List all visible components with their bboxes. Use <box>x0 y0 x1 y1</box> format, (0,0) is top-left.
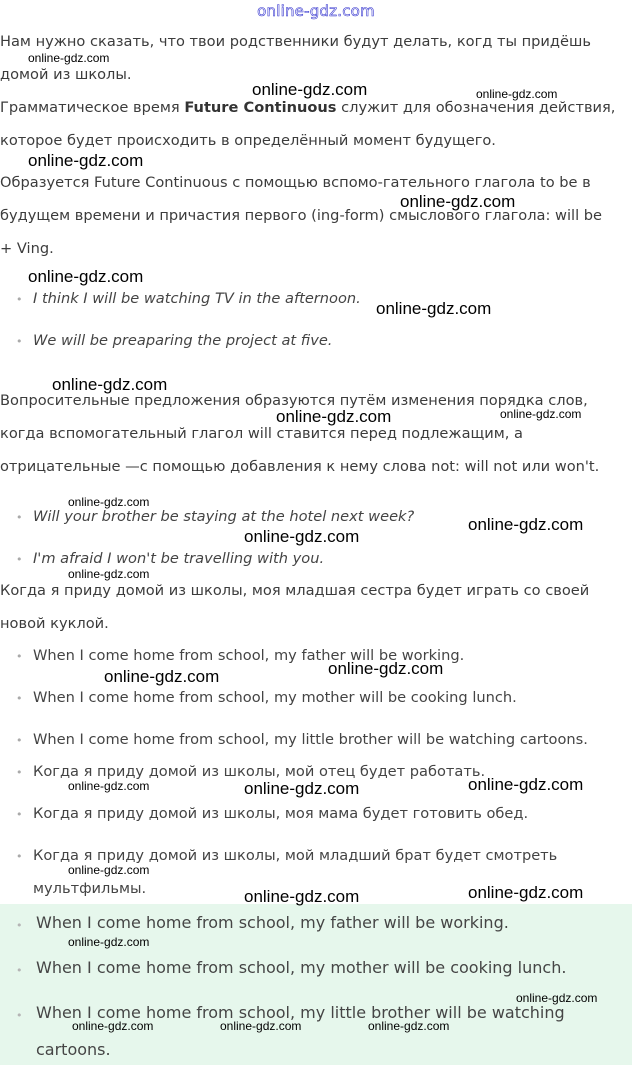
bullet-icon: • <box>16 919 23 932</box>
watermark: online-gdz.com <box>28 267 144 286</box>
bullet-icon: • <box>16 850 23 863</box>
watermark: online-gdz.com <box>72 1019 154 1033</box>
bullet-icon: • <box>16 650 23 663</box>
list-item: Когда я приду домой из школы, моя мама будет готовить обед. <box>33 805 529 822</box>
watermark: online-gdz.com <box>52 375 168 394</box>
watermark: online-gdz.com <box>468 883 584 902</box>
intro-line-1: Нам нужно сказать, что твои родственники будут делать, когд ты придёшь <box>0 33 591 50</box>
watermark: online-gdz.com <box>104 667 220 686</box>
bullet-icon: • <box>16 511 23 524</box>
list-item: We will be preaparing the project at five. <box>33 332 333 349</box>
watermark: online-gdz.com <box>68 779 150 793</box>
watermark: online-gdz.com <box>276 407 392 426</box>
grammar-line-5: + Ving. <box>0 240 54 257</box>
grammar-term: Future Continuous <box>184 99 337 116</box>
watermark: online-gdz.com <box>68 567 150 581</box>
questions-line-3: отрицательные —с помощью добавления к нему слова not: will not или won't. <box>0 458 600 475</box>
bullet-icon: • <box>16 293 23 306</box>
watermark: online-gdz.com <box>476 87 558 101</box>
grammar-line-3: Образуется Future Continuous с помощью вспомо-гательного глагола to be в <box>0 174 591 191</box>
watermark: online-gdz.com <box>400 192 516 211</box>
grammar-line-4: будущем времени и причастия первого (ing-form) смыслового глагола: will be <box>0 207 603 224</box>
answer-item-3: When I come home from school, my little brother will be watching <box>36 1003 565 1022</box>
questions-line-2: когда вспомогательный глагол will ставится перед подлежащим, а <box>0 425 523 442</box>
answer-block <box>0 904 632 1065</box>
grammar-line-1 <box>0 99 615 116</box>
watermark: online-gdz.com <box>252 80 368 99</box>
list-item-continuation: мультфильмы. <box>33 880 147 897</box>
watermark: online-gdz.com <box>28 151 144 170</box>
bullet-icon: • <box>16 692 23 705</box>
watermark: online-gdz.com <box>68 495 150 509</box>
intro-line-2: домой из школы. <box>0 66 132 83</box>
bullet-icon: • <box>16 808 23 821</box>
watermark: online-gdz.com <box>68 863 150 877</box>
bullet-icon: • <box>16 964 23 977</box>
bullet-icon: • <box>16 1009 23 1022</box>
watermark: online-gdz.com <box>220 1019 302 1033</box>
list-item: Когда я приду домой из школы, мой младший брат будет смотреть <box>33 847 558 864</box>
bullet-icon: • <box>16 553 23 566</box>
watermark: online-gdz.com <box>368 1019 450 1033</box>
watermark: online-gdz.com <box>500 407 582 421</box>
watermark: online-gdz.com <box>28 51 110 65</box>
task-line-1: Когда я приду домой из школы, моя младшая сестра будет играть со своей <box>0 582 590 599</box>
watermark: online-gdz.com <box>244 887 360 906</box>
grammar-line-2: которое будет происходить в определённый момент будущего. <box>0 132 496 149</box>
watermark: online-gdz.com <box>68 935 150 949</box>
watermark: online-gdz.com <box>244 527 360 546</box>
answer-item-1: When I come home from school, my father will be working. <box>36 913 509 932</box>
list-item: I think I will be watching TV in the afternoon. <box>33 290 361 307</box>
list-item: When I come home from school, my mother will be cooking lunch. <box>33 689 517 706</box>
watermark: online-gdz.com <box>468 515 584 534</box>
bullet-icon: • <box>16 734 23 747</box>
task-line-2: новой куклой. <box>0 615 109 632</box>
answer-item-3-continuation: cartoons. <box>36 1040 111 1059</box>
watermark: online-gdz.com <box>376 299 492 318</box>
watermark: online-gdz.com <box>244 779 360 798</box>
questions-line-1: Вопросительные предложения образуются путём изменения порядка слов, <box>0 392 588 409</box>
bullet-icon: • <box>16 766 23 779</box>
watermark: online-gdz.com <box>516 991 598 1005</box>
list-item: When I come home from school, my little brother will be watching cartoons. <box>33 731 588 748</box>
list-item: I'm afraid I won't be travelling with you. <box>33 550 325 567</box>
bullet-icon: • <box>16 335 23 348</box>
list-item: When I come home from school, my father will be working. <box>33 647 465 664</box>
list-item: Will your brother be staying at the hotel next week? <box>33 508 415 525</box>
answer-item-2: When I come home from school, my mother will be cooking lunch. <box>36 958 567 977</box>
list-item: Когда я приду домой из школы, мой отец будет работать. <box>33 763 486 780</box>
grammar-line-1-pre: Грамматическое время <box>0 99 185 116</box>
watermark: online-gdz.com <box>468 775 584 794</box>
header-watermark: online-gdz.com <box>257 2 375 20</box>
grammar-line-1-post: служит для обозначения действия, <box>336 99 616 116</box>
watermark: online-gdz.com <box>328 659 444 678</box>
